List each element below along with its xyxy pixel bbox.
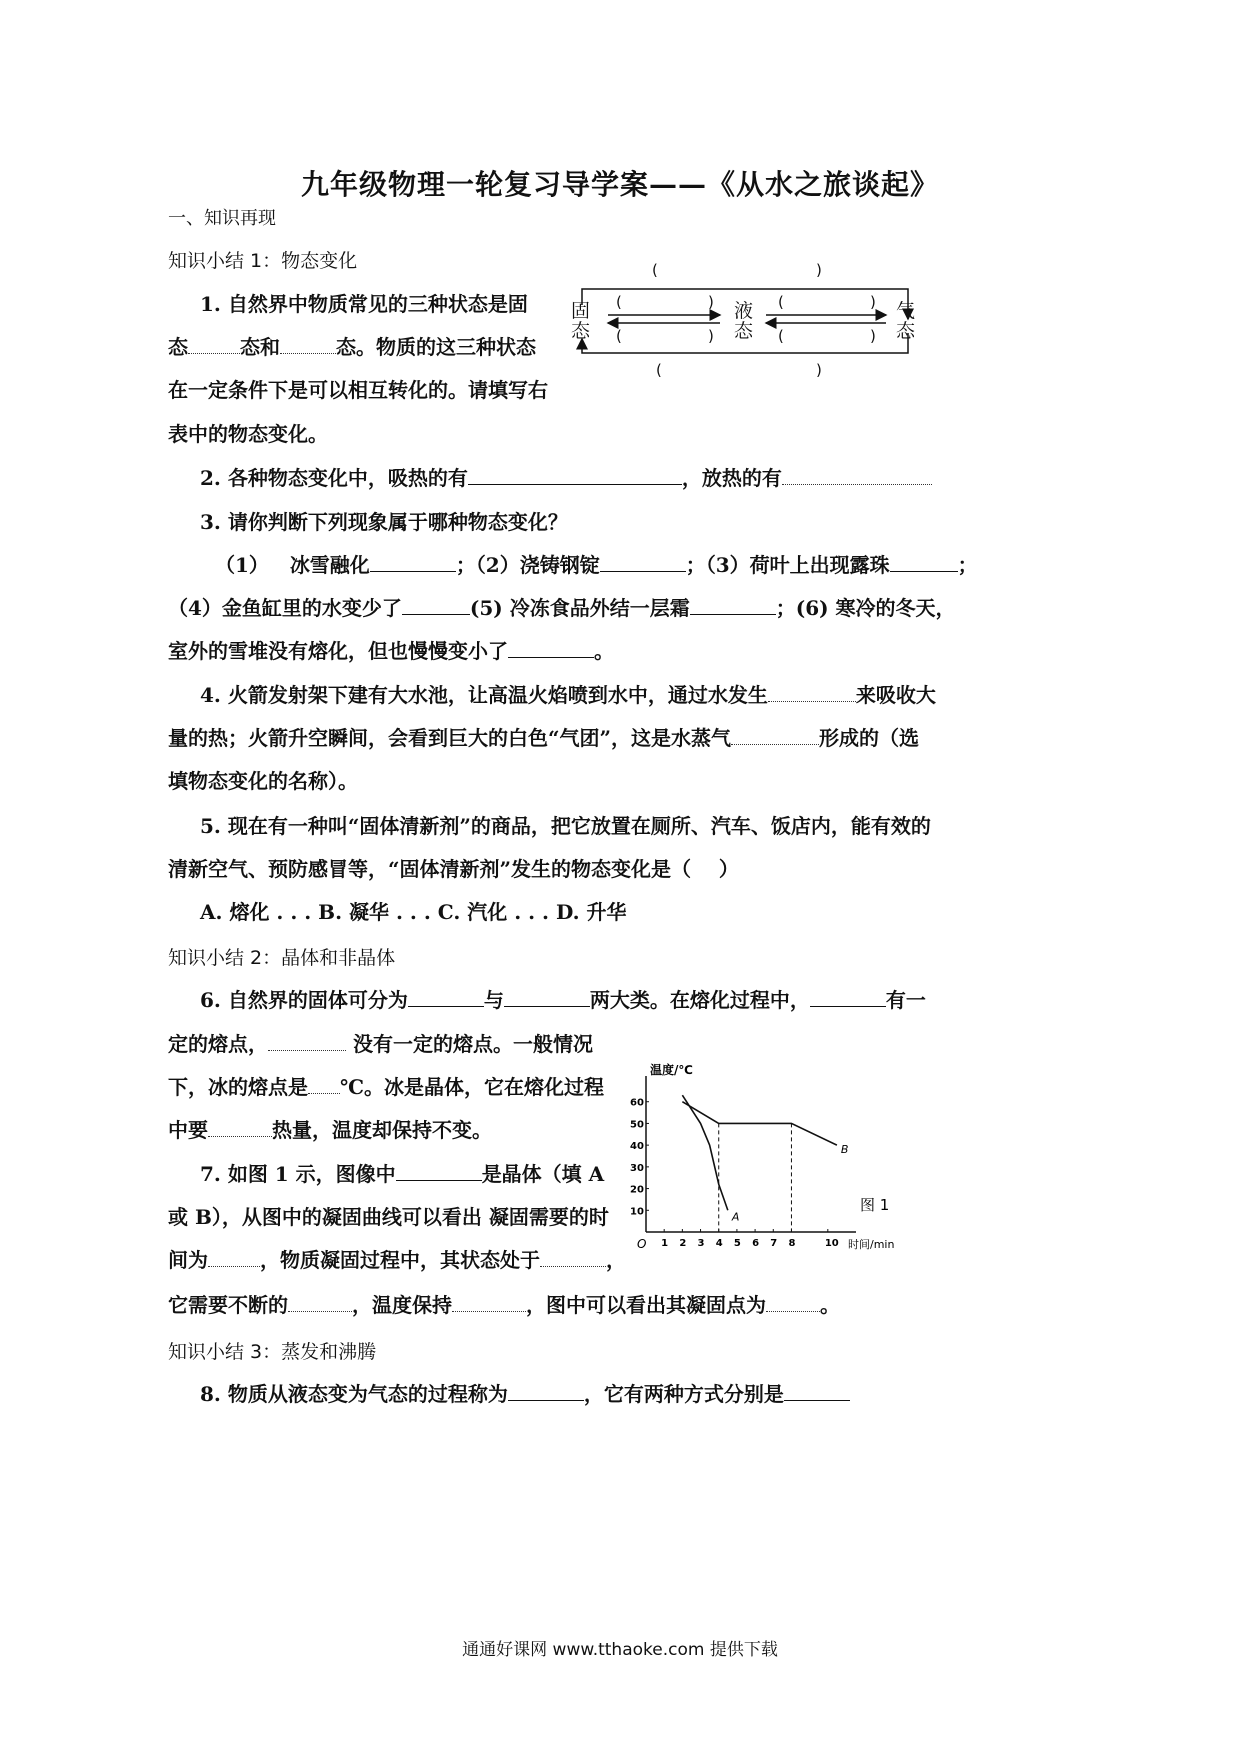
q1-line2: 态 态和 态。物质的这三种状态 (168, 335, 536, 359)
q5-line2: 清新空气、预防感冒等，“固体清新剂”发生的物态变化是（ ） (168, 857, 739, 881)
q8-line: 8. 物质从液态变为气态的过程称为 ，它有两种方式分别是 (200, 1380, 850, 1408)
chart-x-tick-label: 6 (752, 1238, 760, 1249)
chart-x-tick-label: 8 (788, 1238, 796, 1249)
q6-line4: 中要 热量，温度却保持不变。 (168, 1118, 492, 1142)
solid-label-2: 态 (571, 320, 591, 342)
chart-x-tick-label: 10 (824, 1238, 839, 1249)
page-title: 九年级物理一轮复习导学案——《从水之旅谈起》 (300, 168, 939, 201)
q7-line4: 它需要不断的 ，温度保持 ，图中可以看出其凝固点为 。 (168, 1293, 840, 1317)
chart-ylabel: 温度/℃ (650, 1063, 693, 1077)
q2-line: 2. 各种物态变化中，吸热的有 ，放热的有 (200, 464, 932, 492)
q7-line3: 间为 ，物质凝固过程中，其状态处于 ， (168, 1248, 626, 1272)
chart-series-B (682, 1102, 837, 1145)
chart-y-tick-label: 40 (630, 1141, 644, 1153)
svg-text:(: ( (778, 293, 784, 311)
svg-text:): ) (816, 361, 822, 379)
chart-xlabel: 时间/min (848, 1238, 895, 1251)
q1-line1: 1. 自然界中物质常见的三种状态是固 (200, 292, 528, 316)
q5-line1: 5. 现在有一种叫“固体清新剂”的商品，把它放置在厕所、汽车、饭店内，能有效的 (200, 814, 931, 838)
summary-heading-3: 知识小结 3：蒸发和沸腾 (168, 1341, 377, 1363)
phase-change-diagram (560, 255, 940, 385)
q6-line3: 下，冰的熔点是 ℃。冰是晶体，它在熔化过程 (168, 1075, 604, 1099)
q5-options: A. 熔化 . . . B. 凝华 . . . C. 汽化 . . . D. 升华 (200, 900, 627, 924)
chart-caption: 图 1 (860, 1196, 890, 1214)
chart-x-tick-label: 1 (661, 1238, 669, 1249)
chart-y-tick-label: 10 (630, 1206, 644, 1218)
q4-line3: 填物态变化的名称）。 (168, 769, 358, 793)
svg-text:): ) (870, 293, 876, 311)
chart-x-tick-label: 3 (697, 1238, 705, 1249)
q3-line2: （4）金鱼缸里的水变少了 (5) 冷冻食品外结一层霜 ；(6) 寒冷的冬天， (168, 596, 956, 620)
chart-y-tick-label: 50 (630, 1119, 644, 1131)
svg-text:(: ( (656, 361, 662, 379)
chart-series-label: A (731, 1210, 740, 1224)
chart-x-tick-label: 2 (679, 1238, 687, 1249)
chart-series-label: B (840, 1143, 849, 1157)
q4-line2: 量的热；火箭升空瞬间，会看到巨大的白色“气团”，这是水蒸气 形成的（选 (168, 726, 920, 750)
summary-heading-2: 知识小结 2：晶体和非晶体 (168, 947, 396, 969)
svg-text:): ) (870, 327, 876, 345)
svg-text:(: ( (616, 293, 622, 311)
q3-line1: （1） 冰雪融化 ；（2）浇铸钢锭 ；（3）荷叶上出现露珠 ； (215, 553, 978, 577)
svg-text:(: ( (616, 327, 622, 345)
q6-line2: 定的熔点， 没有一定的熔点。一般情况 (168, 1032, 593, 1056)
svg-text:): ) (816, 261, 822, 279)
chart-x-tick-label: 7 (770, 1238, 778, 1249)
liquid-label-1: 液 (734, 300, 754, 322)
svg-text:): ) (708, 327, 714, 345)
gas-label-1: 气 (896, 300, 916, 322)
q1-line4: 表中的物态变化。 (168, 422, 328, 446)
solid-label-1: 固 (571, 300, 591, 322)
summary-heading-1: 知识小结 1：物态变化 (168, 250, 358, 272)
q6-line1: 6. 自然界的固体可分为 与 两大类。在熔化过程中， 有一 (200, 988, 926, 1012)
footer: 通通好课网 www.tthaoke.com 提供下载 (462, 1640, 778, 1660)
q1-line3: 在一定条件下是可以相互转化的。请填写右 (168, 378, 548, 402)
chart-x-tick-label: 5 (733, 1238, 741, 1249)
q3-line3: 室外的雪堆没有熔化，但也慢慢变小了 。 (168, 639, 614, 663)
q7-line2: 或 B），从图中的凝固曲线可以看出 凝固需要的时 (168, 1205, 609, 1229)
svg-text:(: ( (652, 261, 658, 279)
liquid-label-2: 态 (734, 320, 754, 342)
chart-y-tick-label: 60 (630, 1097, 644, 1109)
chart-y-tick-label: 30 (630, 1162, 644, 1174)
svg-text:): ) (708, 293, 714, 311)
q7-line1: 7. 如图 1 示，图像中 是晶体（填 A (200, 1162, 605, 1186)
q3-heading: 3. 请你判断下列现象属于哪种物态变化？ (200, 510, 568, 534)
gas-label-2: 态 (896, 320, 916, 342)
chart-y-tick-label: 20 (630, 1184, 644, 1196)
chart-origin: O (637, 1237, 647, 1251)
svg-text:(: ( (778, 327, 784, 345)
section-heading: 一、知识再现 (168, 208, 276, 229)
q4-line1: 4. 火箭发射架下建有大水池，让高温火焰喷到水中，通过水发生 来吸收大 (200, 683, 936, 707)
chart-series-A (682, 1095, 727, 1210)
melting-curve-chart (626, 1060, 926, 1256)
chart-x-tick-label: 4 (715, 1238, 723, 1249)
